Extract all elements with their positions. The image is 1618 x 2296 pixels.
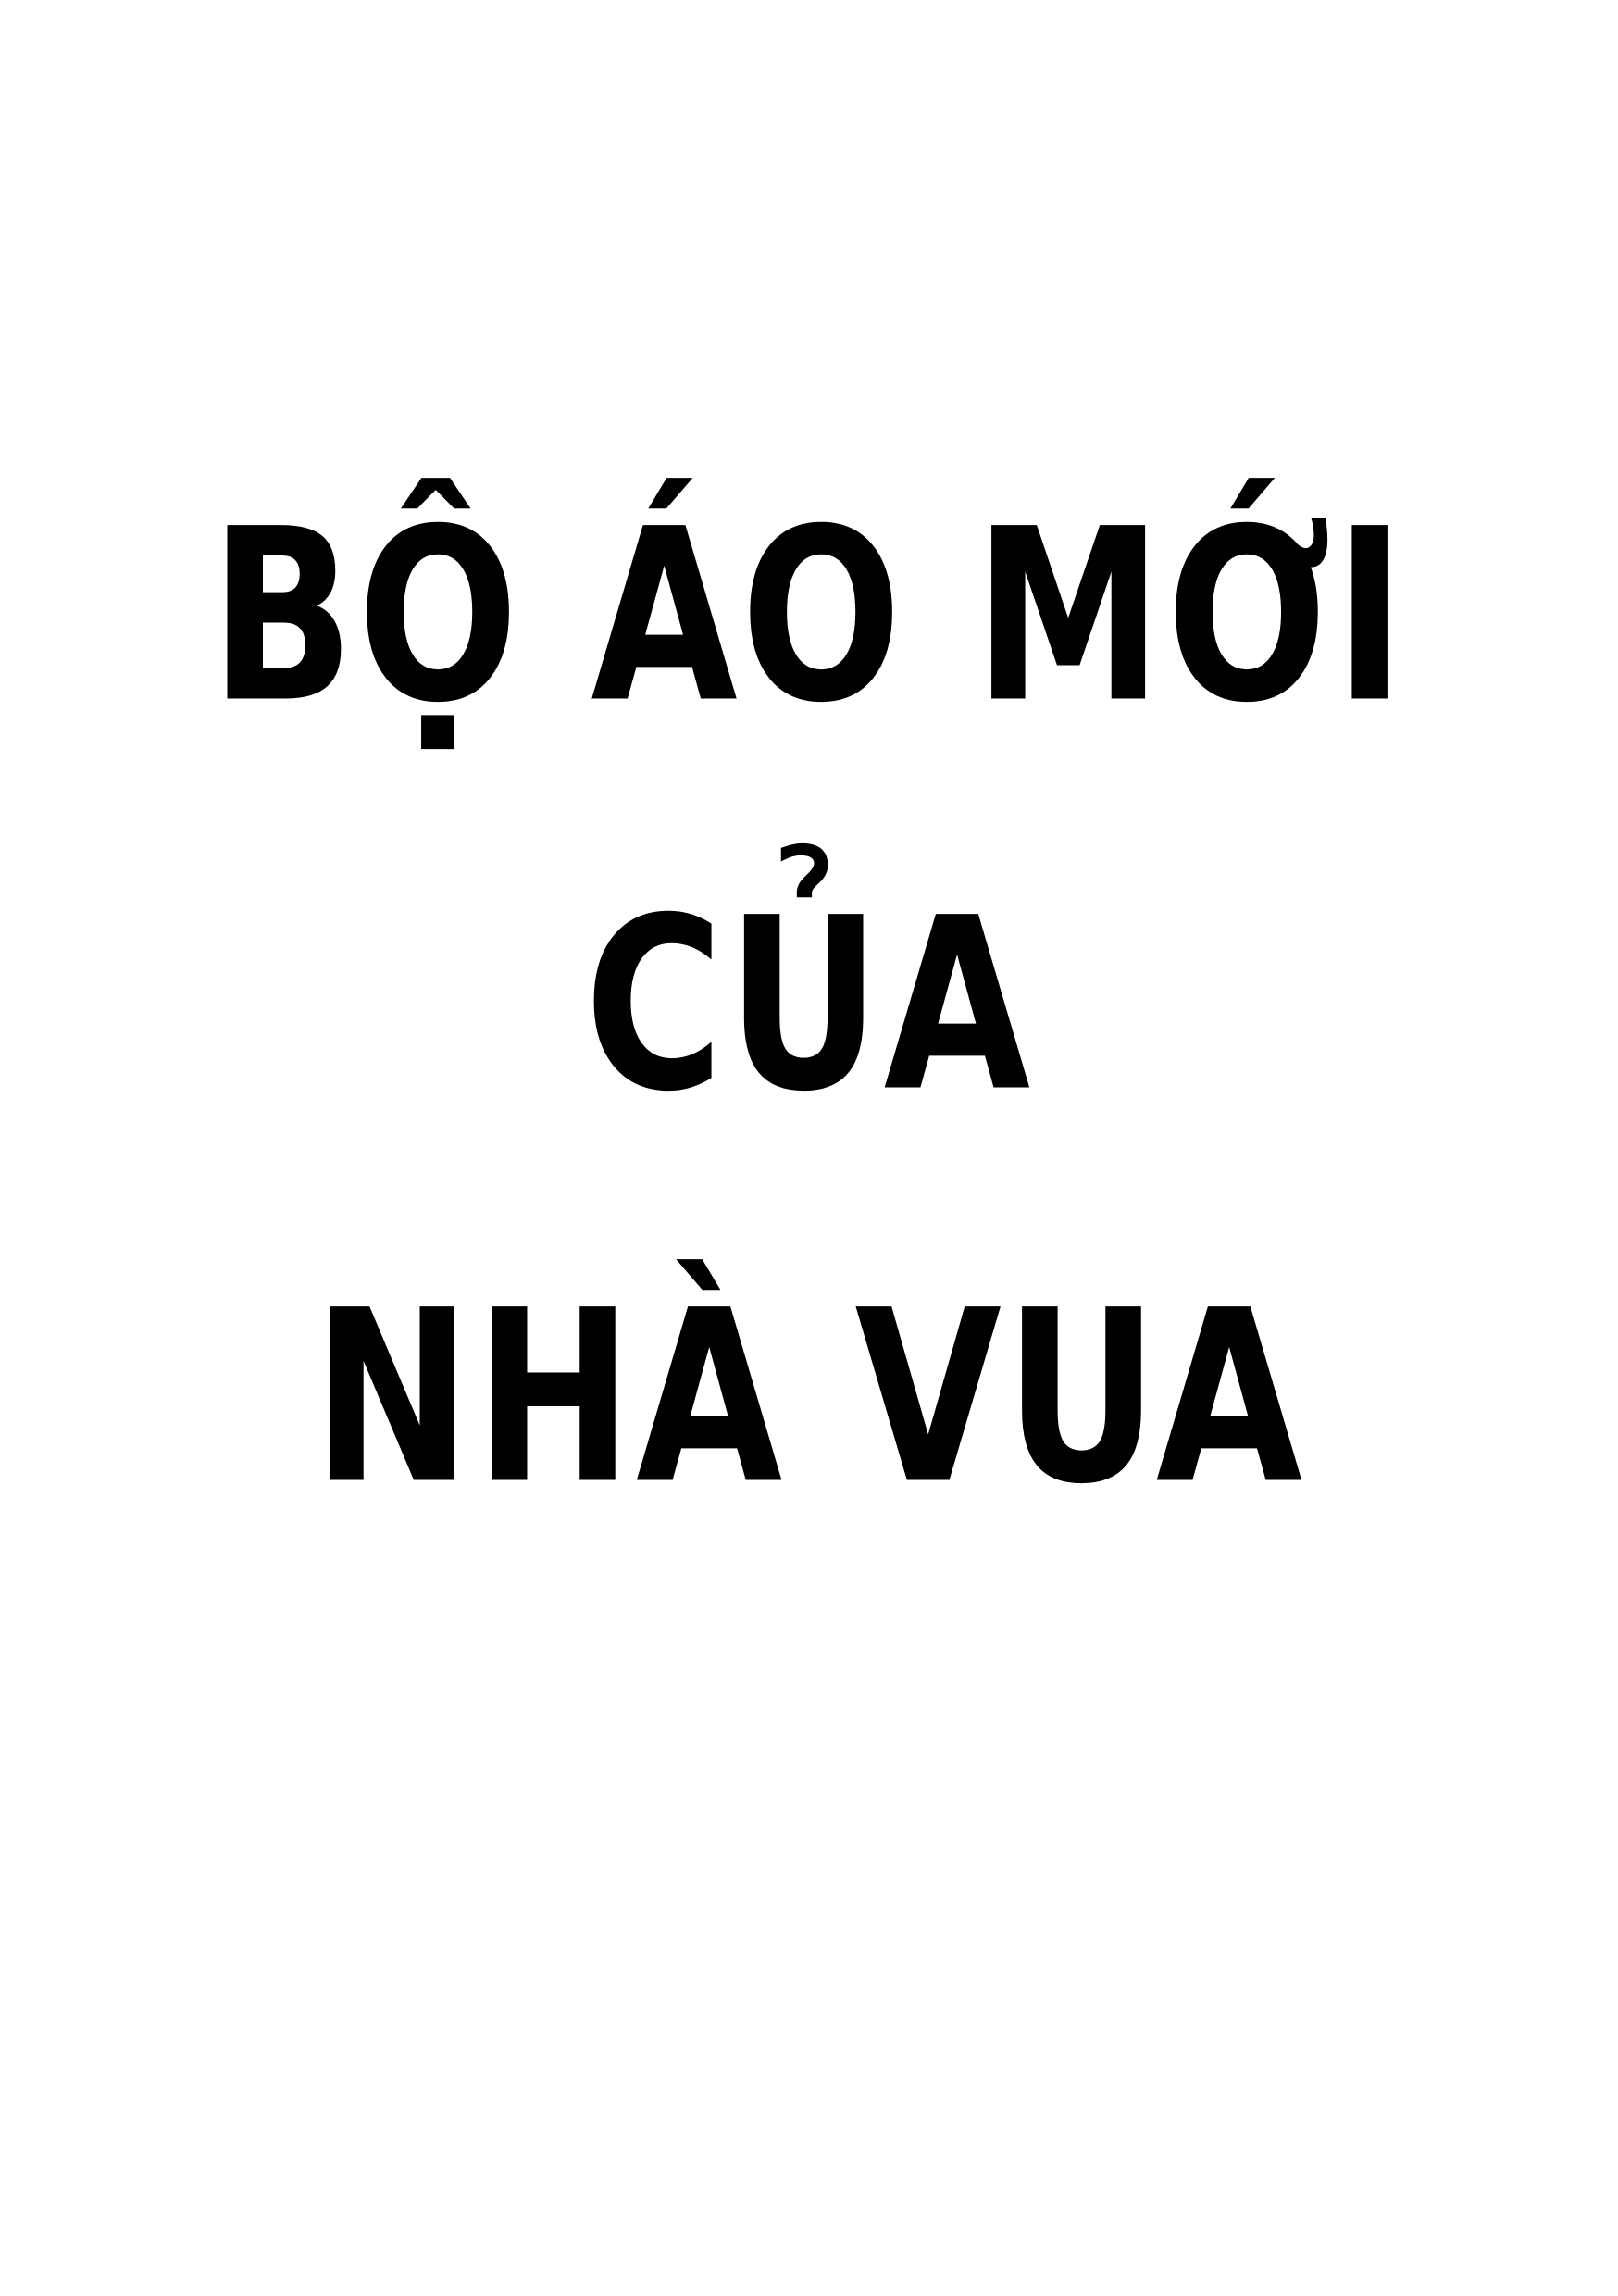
title-line-1: BỘ ÁO MỚI [209, 478, 1409, 756]
title-line-2: CỦA [584, 867, 1034, 1145]
title-line-3: NHÀ VUA [312, 1259, 1306, 1538]
